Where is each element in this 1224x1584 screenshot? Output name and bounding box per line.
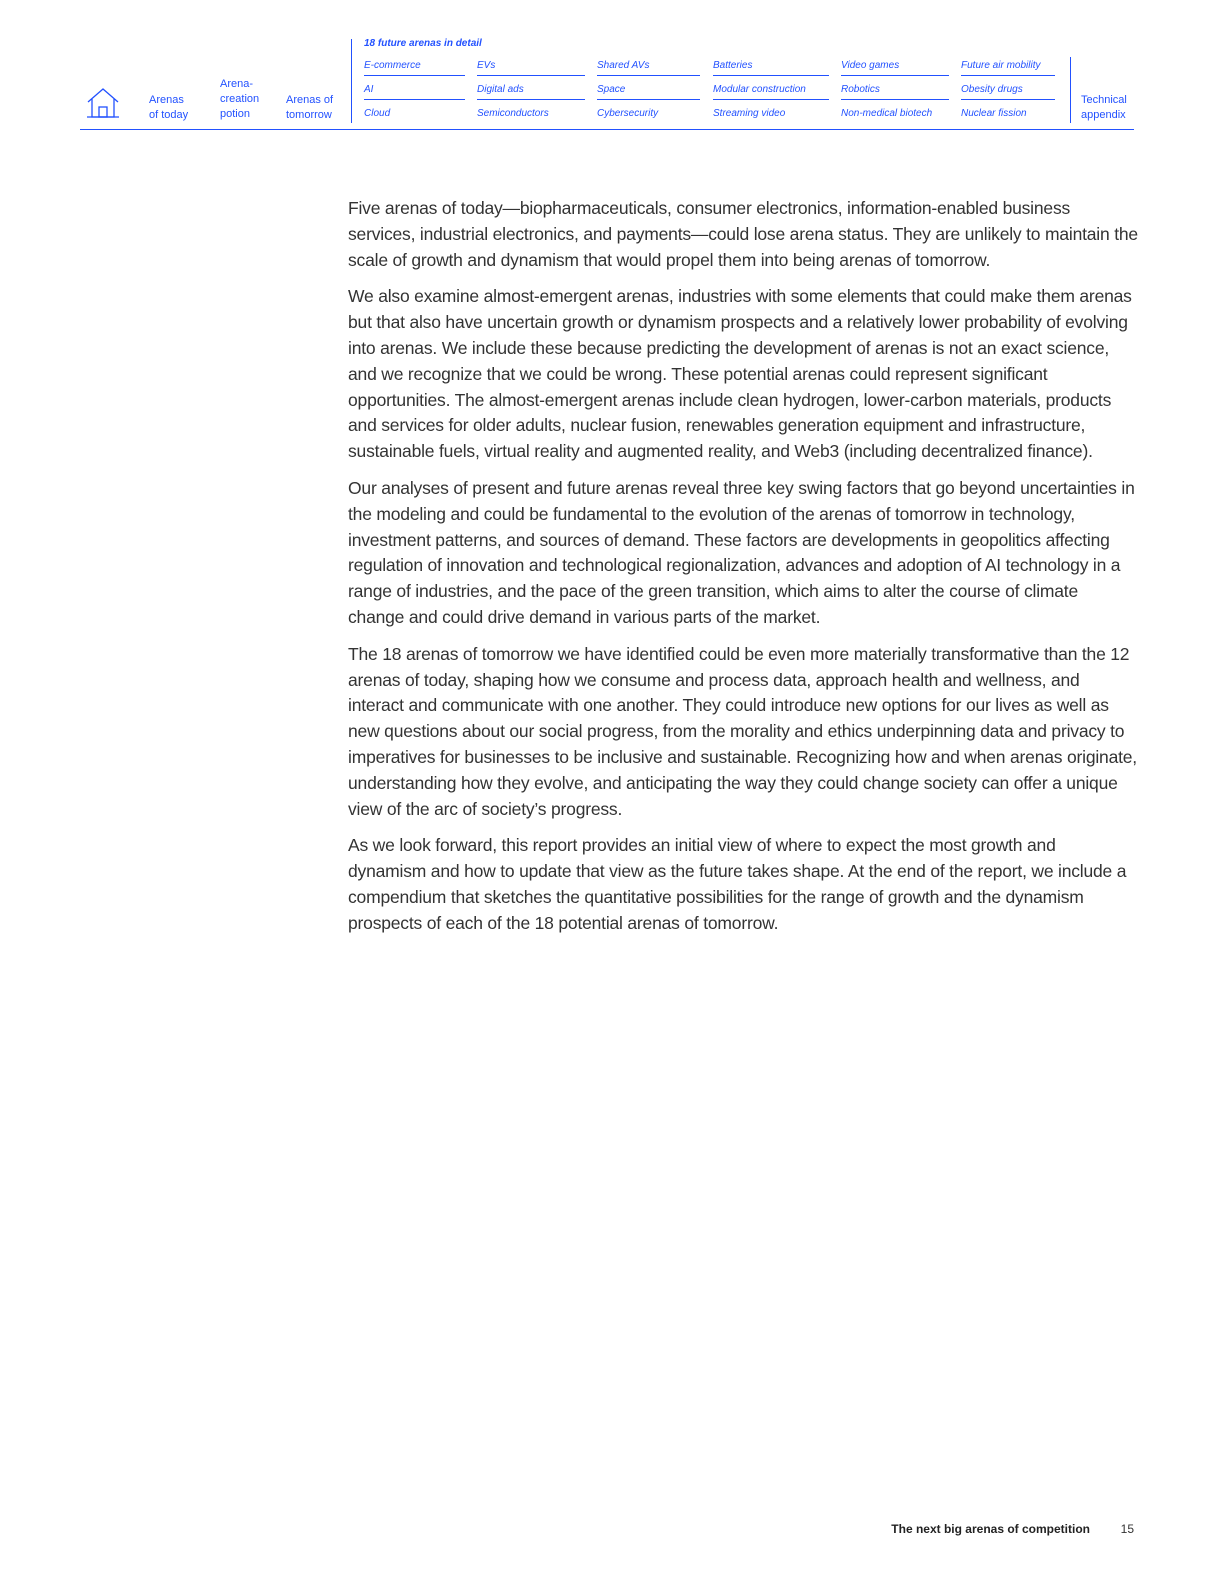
paragraph: As we look forward, this report provides an initial view of where to expect the most growth and dynamism and how to update that view as the future takes shape. At the end of the report, we include a compendium that sketches the quantitative possibilities for the range of growth and the dynamism prospects of each of the 18 potential arenas of tomorrow.	[348, 835, 1127, 933]
detail-heading: 18 future arenas in detail	[364, 38, 482, 49]
nav-technical-appendix[interactable]	[1081, 93, 1127, 123]
nav-bottom-rule	[80, 129, 1134, 130]
home-button[interactable]	[86, 86, 120, 120]
home-icon	[86, 86, 120, 120]
arena-link-batteries[interactable]: Batteries	[713, 57, 829, 76]
paragraph: Five arenas of today—biopharmaceuticals, consumer electronics, information-enabled business services, industrial electronics, and payments—could lose arena status. They are unlikely to maintain the scale of growth and dynamism that would propel them into being arenas of tomorrow.	[348, 198, 1138, 270]
arena-link-ai[interactable]: AI	[364, 81, 465, 100]
arena-link-obesity-drugs[interactable]: Obesity drugs	[961, 81, 1055, 100]
arena-link-e-commerce[interactable]: E-commerce	[364, 57, 465, 76]
paragraph: Our analyses of present and future arenas reveal three key swing factors that go beyond uncertainties in the modeling and could be fundamental to the evolution of the arenas of tomorrow in technology, investment patterns, and sources of demand. These factors are developments in geopolitics affecting regulation of innovation and technological regionalization, advances and adoption of AI technology in a range of industries, and the pace of the green transition, which aims to alter the course of climate change and could drive demand in various parts of the market.	[348, 477, 1135, 627]
arena-link-video-games[interactable]: Video games	[841, 57, 949, 76]
arena-link-cloud[interactable]: Cloud	[364, 108, 391, 119]
paragraph: We also examine almost-emergent arenas, industries with some elements that could make them arenas but that also have uncertain growth or dynamism prospects and a relatively lower probability of evolving into arenas. We include these because predicting the development of arenas is not an exact science, and we recognize that we could be wrong. These potential arenas could represent significant opportunities. The almost-emergent arenas include clean hydrogen, lower-carbon materials, products and services for older adults, nuclear fusion, renewables generation equipment and infrastructure, sustainable fuels, virtual reality and augmented reality, and Web3 (including decentralized finance).	[348, 286, 1132, 462]
nav-arenas-of-tomorrow-line1: Arenas of	[286, 94, 334, 106]
footer-page-number: 15	[1120, 1522, 1134, 1536]
nav-arenas-of-today[interactable]	[149, 93, 188, 123]
arena-link-future-air-mobility[interactable]: Future air mobility	[961, 57, 1055, 76]
nav-arena-creation-line2: creation	[220, 93, 260, 105]
arena-link-non-medical-biotech[interactable]: Non-medical biotech	[841, 108, 933, 119]
paragraph: The 18 arenas of tomorrow we have identified could be even more materially transformative than the 12 arenas of today, shaping how we consume and process data, approach health and wellness, and interact and communicate with one another. They could introduce new options for our lives as well as new questions about our social progress, from the morality and ethics underpinning data and privacy to imperatives for businesses to be inclusive and sustainable. Recognizing how and when arenas originate, understanding how they evolve, and anticipating the way they could change society can offer a unique view of the arc of society’s progress.	[348, 643, 1137, 819]
nav-arena-creation-line1: Arena-	[220, 78, 254, 90]
nav-arenas-of-today-line2: of today	[149, 109, 189, 121]
detail-right-divider	[1070, 57, 1071, 123]
nav-arena-creation-line3: potion	[220, 108, 250, 120]
nav-arenas-of-tomorrow[interactable]	[286, 93, 333, 123]
nav-arenas-of-today-line1: Arenas	[149, 94, 184, 106]
top-navigation	[80, 36, 1134, 130]
nav-arenas-of-tomorrow-line2: tomorrow	[286, 109, 332, 121]
arena-link-shared-avs[interactable]: Shared AVs	[597, 57, 700, 76]
arena-link-robotics[interactable]: Robotics	[841, 81, 949, 100]
arena-link-evs[interactable]: EVs	[477, 57, 585, 76]
arena-link-digital-ads[interactable]: Digital ads	[477, 81, 585, 100]
arena-link-semiconductors[interactable]: Semiconductors	[477, 108, 549, 119]
arena-link-nuclear-fission[interactable]: Nuclear fission	[961, 108, 1027, 119]
arena-link-streaming-video[interactable]: Streaming video	[713, 108, 786, 119]
arena-link-modular-construction[interactable]: Modular construction	[713, 81, 829, 100]
nav-technical-appendix-line2: appendix	[1081, 109, 1126, 121]
arena-link-cybersecurity[interactable]: Cybersecurity	[597, 108, 659, 119]
main-body-text	[348, 196, 1138, 948]
arena-link-space[interactable]: Space	[597, 81, 700, 100]
detail-left-divider	[351, 39, 352, 123]
footer-report-title: The next big arenas of competition	[891, 1522, 1090, 1536]
nav-arena-creation-potion[interactable]	[220, 77, 259, 122]
nav-technical-appendix-line1: Technical	[1081, 94, 1127, 106]
